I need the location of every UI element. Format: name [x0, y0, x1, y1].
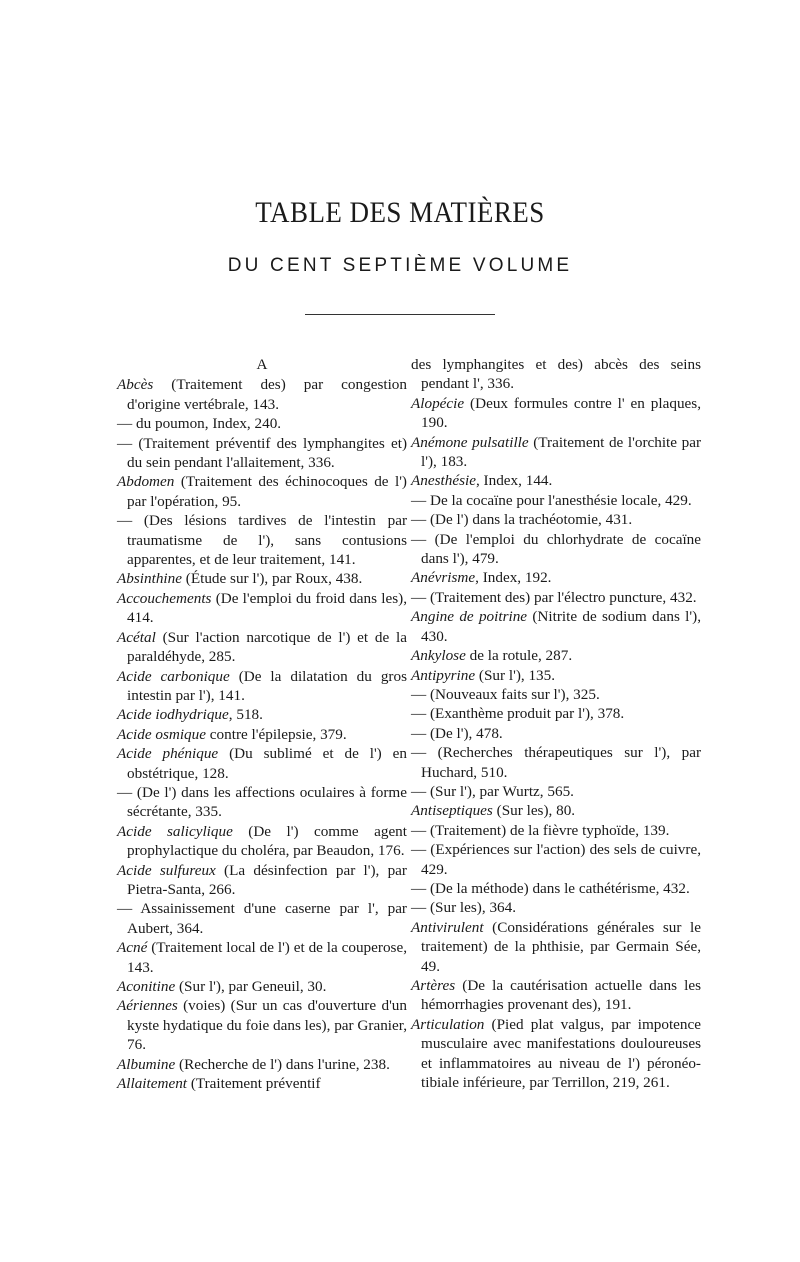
- index-entry: [411, 355, 701, 394]
- index-entry: [117, 783, 407, 822]
- entry-heading: Acide iodhydrique: [117, 706, 229, 724]
- entry-text: (Étude sur l'), par Roux, 438.: [181, 570, 363, 588]
- index-entry: [117, 434, 407, 473]
- index-entry: [117, 725, 407, 744]
- index-entry: [411, 724, 701, 743]
- entry-text: — (De l'emploi du chlorhydrate de cocaïne dans l'), 479.: [411, 530, 701, 568]
- entry-text: (voies) (Sur un cas d'ouverture d'un kyste hydatique du foie dans les), par Granier, 76.: [127, 997, 407, 1054]
- entry-heading: Acide sulfureux: [117, 861, 216, 879]
- index-entry: [411, 918, 701, 976]
- entry-heading: Acétal: [117, 628, 156, 646]
- index-entry: [411, 471, 701, 490]
- entry-text: (De l') comme agent prophylactique du choléra, par Beaudon, 176.: [127, 822, 407, 860]
- entry-text: (De l'emploi du froid dans les), 414.: [127, 589, 407, 627]
- entry-text: — (De la méthode) dans le cathétérisme, 432.: [411, 879, 690, 897]
- page-title: TABLE DES MATIÈRES: [255, 196, 545, 229]
- entry-heading: Abcès: [117, 376, 154, 394]
- section-letter: A: [256, 356, 268, 373]
- index-entry: [411, 666, 701, 685]
- index-entry: [411, 530, 701, 569]
- entry-heading: Aconitine: [117, 978, 176, 995]
- index-entry: [117, 1074, 407, 1093]
- index-entry: [411, 879, 701, 898]
- entry-text: (Traitement préventif: [187, 1075, 321, 1093]
- index-entry: [117, 375, 407, 414]
- entry-text: (Nitrite de sodium dans l'), 430.: [421, 608, 701, 645]
- index-entry: [411, 801, 701, 820]
- entry-text: (Sur l'), 135.: [475, 666, 556, 684]
- entry-text: (Sur les), 80.: [492, 802, 576, 820]
- entry-text: de la rotule, 287.: [465, 647, 573, 665]
- entry-text: (Deux formules contre l' en plaques, 190.: [421, 394, 701, 432]
- entry-list-right: [411, 355, 701, 1092]
- index-entry: [117, 996, 407, 1054]
- entry-text: — (Sur les), 364.: [411, 899, 517, 917]
- entry-heading: Acide phénique: [117, 745, 219, 763]
- index-entry: [411, 607, 701, 646]
- index-entry: [411, 685, 701, 704]
- entry-heading: Antipyrine: [411, 666, 476, 684]
- entry-list-left: [117, 375, 407, 1093]
- entry-text: — (De l'), 478.: [411, 724, 503, 742]
- entry-heading: Anémone pulsatille: [411, 433, 529, 451]
- entry-text: — (Des lésions tardives de l'intestin par traumatisme de l'), sans contusions apparentes, et de leur traitement, 141.: [117, 512, 407, 569]
- page-subtitle: DU CENT SEPTIÈME VOLUME: [227, 255, 573, 276]
- index-entry: [117, 977, 407, 996]
- title-divider: [305, 314, 495, 315]
- entry-heading: Albumine: [117, 1055, 176, 1073]
- entry-heading: Allaitement: [117, 1075, 188, 1093]
- index-entry: [411, 588, 701, 607]
- entry-text: — (Expériences sur l'action) des sels de cuivre, 429.: [411, 841, 701, 878]
- entry-text: (Traitement des échinocoques de l') par l'opération, 95.: [127, 473, 407, 510]
- entry-heading: Anévrisme: [411, 569, 476, 587]
- index-entry: [411, 821, 701, 840]
- index-entry: [411, 898, 701, 917]
- index-entry: [117, 744, 407, 783]
- entry-heading: Artères: [411, 977, 456, 994]
- index-column-right: [411, 355, 701, 1092]
- index-entry: [117, 822, 407, 861]
- entry-heading: Articulation: [411, 1015, 485, 1033]
- entry-heading: Aériennes: [117, 997, 178, 1015]
- entry-heading: Acné: [117, 939, 148, 957]
- entry-text: — (Sur l'), par Wurtz, 565.: [411, 782, 574, 800]
- index-entry: [117, 472, 407, 511]
- entry-heading: Acide osmique: [117, 725, 206, 743]
- index-entry: [117, 628, 407, 667]
- entry-text: — (Recherches thérapeutiques sur l'), par Huchard, 510.: [411, 744, 701, 781]
- index-entry: [117, 899, 407, 938]
- entry-heading: Antiseptiques: [411, 802, 493, 820]
- entry-heading: Accouchements: [117, 589, 212, 607]
- index-entry: [411, 568, 701, 587]
- index-entry: [411, 782, 701, 801]
- entry-text: (Sur l'action narcotique de l') et de la paraldéhyde, 285.: [127, 628, 407, 666]
- entry-text: (Traitement local de l') et de la couperose, 143.: [127, 939, 407, 976]
- index-entry: [117, 569, 407, 588]
- index-entry: [117, 861, 407, 900]
- entry-text: — (Exanthème produit par l'), 378.: [411, 705, 625, 723]
- index-entry: [411, 491, 701, 510]
- index-entry: [411, 433, 701, 472]
- entry-text: , Index, 144.: [475, 472, 553, 490]
- entry-text: (Pied plat valgus, par impotence musculaire avec manifestations douloureuses et inflammatoires au niveau de l') péronéo-tibiale inférieure, par Terrillon, 219, 261.: [421, 1015, 701, 1092]
- entry-text: — (Traitement) de la fièvre typhoïde, 139.: [411, 821, 670, 839]
- entry-heading: Antivirulent: [411, 918, 484, 936]
- index-entry: [411, 646, 701, 665]
- entry-text: (Considérations générales sur le traitement) de la phthisie, par Germain Sée, 49.: [421, 918, 701, 975]
- index-entry: [117, 667, 407, 706]
- index-entry: [117, 1055, 407, 1074]
- entry-text: — du poumon, Index, 240.: [117, 415, 282, 433]
- entry-text: (Traitement de l'orchite par l'), 183.: [421, 433, 701, 471]
- entry-text: (La désinfection par l'), par Pietra-Santa, 266.: [127, 861, 407, 898]
- entry-heading: Absinthine: [117, 570, 182, 588]
- entry-text: (Recherche de l') dans l'urine, 238.: [175, 1055, 390, 1073]
- entry-text: — (Traitement des) par l'électro puncture, 432.: [411, 588, 697, 606]
- index-column-left: [117, 355, 407, 1093]
- entry-heading: Acide carbonique: [117, 667, 230, 685]
- index-entry: [411, 840, 701, 879]
- index-entry: [411, 1015, 701, 1093]
- entry-text: (Sur l'), par Geneuil, 30.: [175, 978, 327, 995]
- index-entry: [117, 511, 407, 569]
- entry-text: — (De l') dans la trachéotomie, 431.: [411, 511, 633, 529]
- entry-text: (De la dilatation du gros intestin par l'), 141.: [127, 667, 407, 704]
- entry-text: — (De l') dans les affections oculaires à forme sécrétante, 335.: [117, 783, 407, 821]
- index-entry: [411, 394, 701, 433]
- entry-text: (De la cautérisation actuelle dans les hémorrhagies provenant des), 191.: [421, 977, 701, 1014]
- entry-text: (Du sublimé et de l') en obstétrique, 128.: [127, 745, 407, 782]
- entry-text: — (Nouveaux faits sur l'), 325.: [411, 685, 600, 703]
- entry-heading: Alopécie: [411, 394, 465, 412]
- index-entry: [411, 704, 701, 723]
- index-entry: [411, 976, 701, 1015]
- index-entry: [117, 705, 407, 724]
- entry-heading: Anesthésie: [411, 472, 476, 490]
- entry-text: , 518.: [228, 706, 263, 724]
- entry-text: (Traitement des) par congestion d'origine vertébrale, 143.: [127, 376, 407, 413]
- entry-text: — Assainissement d'une caserne par l', par Aubert, 364.: [117, 900, 407, 937]
- index-entry: [117, 938, 407, 977]
- index-entry: [411, 510, 701, 529]
- entry-text: des lymphangites et des) abcès des seins pendant l', 336.: [411, 356, 701, 393]
- entry-heading: Acide salicylique: [117, 822, 233, 840]
- entry-text: contre l'épilepsie, 379.: [206, 725, 347, 743]
- entry-text: — (Traitement préventif des lymphangites et) du sein pendant l'allaitement, 336.: [117, 434, 407, 472]
- entry-heading: Angine de poitrine: [411, 608, 528, 626]
- entry-text: , Index, 192.: [475, 569, 552, 587]
- entry-heading: Ankylose: [411, 647, 466, 665]
- index-entry: [117, 589, 407, 628]
- entry-heading: Abdomen: [117, 473, 175, 491]
- index-entry: [411, 743, 701, 782]
- index-entry: [117, 414, 407, 433]
- entry-text: — De la cocaïne pour l'anesthésie locale, 429.: [411, 491, 692, 509]
